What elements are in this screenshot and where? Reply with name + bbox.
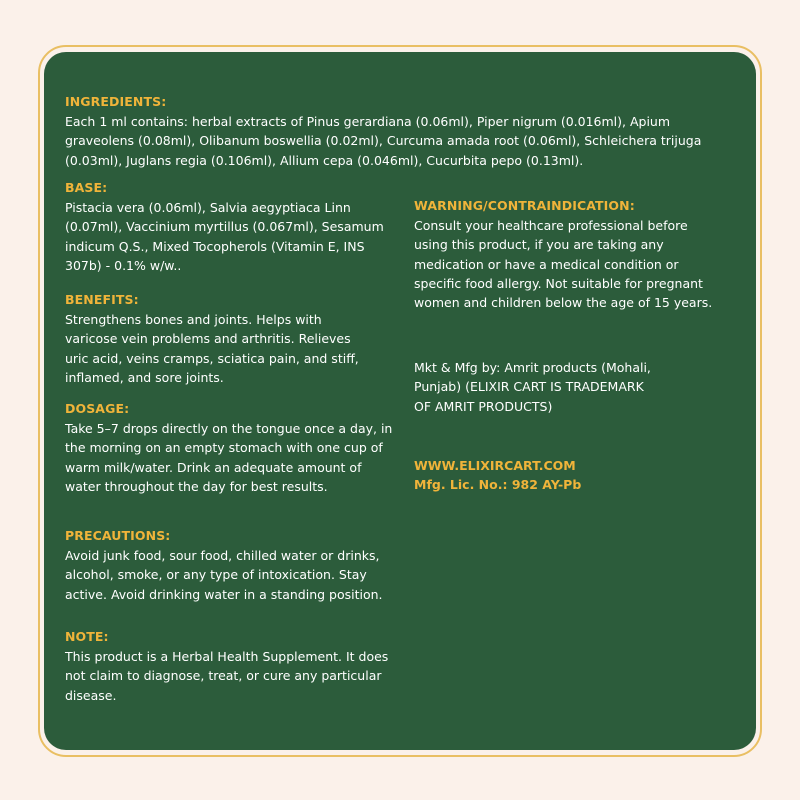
precautions-text: Avoid junk food, sour food, chilled water or drinks, alcohol, smoke, or any type of intoxication. Stay active. Avoid drinking water in a standing position. xyxy=(65,548,383,602)
dosage-heading: DOSAGE: xyxy=(65,401,130,416)
manufacturer-text: Mkt & Mfg by: Amrit products (Mohali, Punjab) (ELIXIR CART IS TRADEMARK OF AMRIT PRODUCTS) xyxy=(414,360,651,414)
warning-heading: WARNING/CONTRAINDICATION: xyxy=(414,198,635,213)
ingredients-heading: INGREDIENTS: xyxy=(65,94,167,109)
label-panel xyxy=(44,52,756,750)
precautions-heading: PRECAUTIONS: xyxy=(65,528,171,543)
dosage-text: Take 5–7 drops directly on the tongue once a day, in the morning on an empty stomach with one cup of warm milk/water. Drink an adequate amount of water throughout the day for best results. xyxy=(65,421,393,494)
note-text: This product is a Herbal Health Supplement. It does not claim to diagnose, treat, or cure any particular disease. xyxy=(65,649,389,703)
benefits-heading: BENEFITS: xyxy=(65,292,139,307)
benefits-text: Strengthens bones and joints. Helps with varicose vein problems and arthritis. Relieves uric acid, veins cramps, sciatica pain, and stiff, inflamed, and sore joints. xyxy=(65,312,359,385)
website-link[interactable]: WWW.ELIXIRCART.COM xyxy=(414,458,576,473)
ingredients-text: Each 1 ml contains: herbal extracts of Pinus gerardiana (0.06ml), Piper nigrum (0.016ml), Apium graveolens (0.08ml), Olibanum boswellia (0.02ml), Curcuma amada root (0.06ml), Schleichera trijuga (0.03ml), Juglans regia (0.106ml), Allium cepa (0.046ml), Cucurbita pepo (0.13ml). xyxy=(65,114,702,168)
base-heading: BASE: xyxy=(65,180,108,195)
base-text: Pistacia vera (0.06ml), Salvia aegyptiaca Linn (0.07ml), Vaccinium myrtillus (0.067ml), Sesamum indicum Q.S., Mixed Tocopherols (Vitamin E, INS 307b) - 0.1% w/w.. xyxy=(65,200,384,273)
warning-text: Consult your healthcare professional before using this product, if you are taking any medication or have a medical condition or specific food allergy. Not suitable for pregnant women and children below the age of 15 years. xyxy=(414,218,713,311)
note-heading: NOTE: xyxy=(65,629,109,644)
license-number: Mfg. Lic. No.: 982 AY-Pb xyxy=(414,477,582,492)
